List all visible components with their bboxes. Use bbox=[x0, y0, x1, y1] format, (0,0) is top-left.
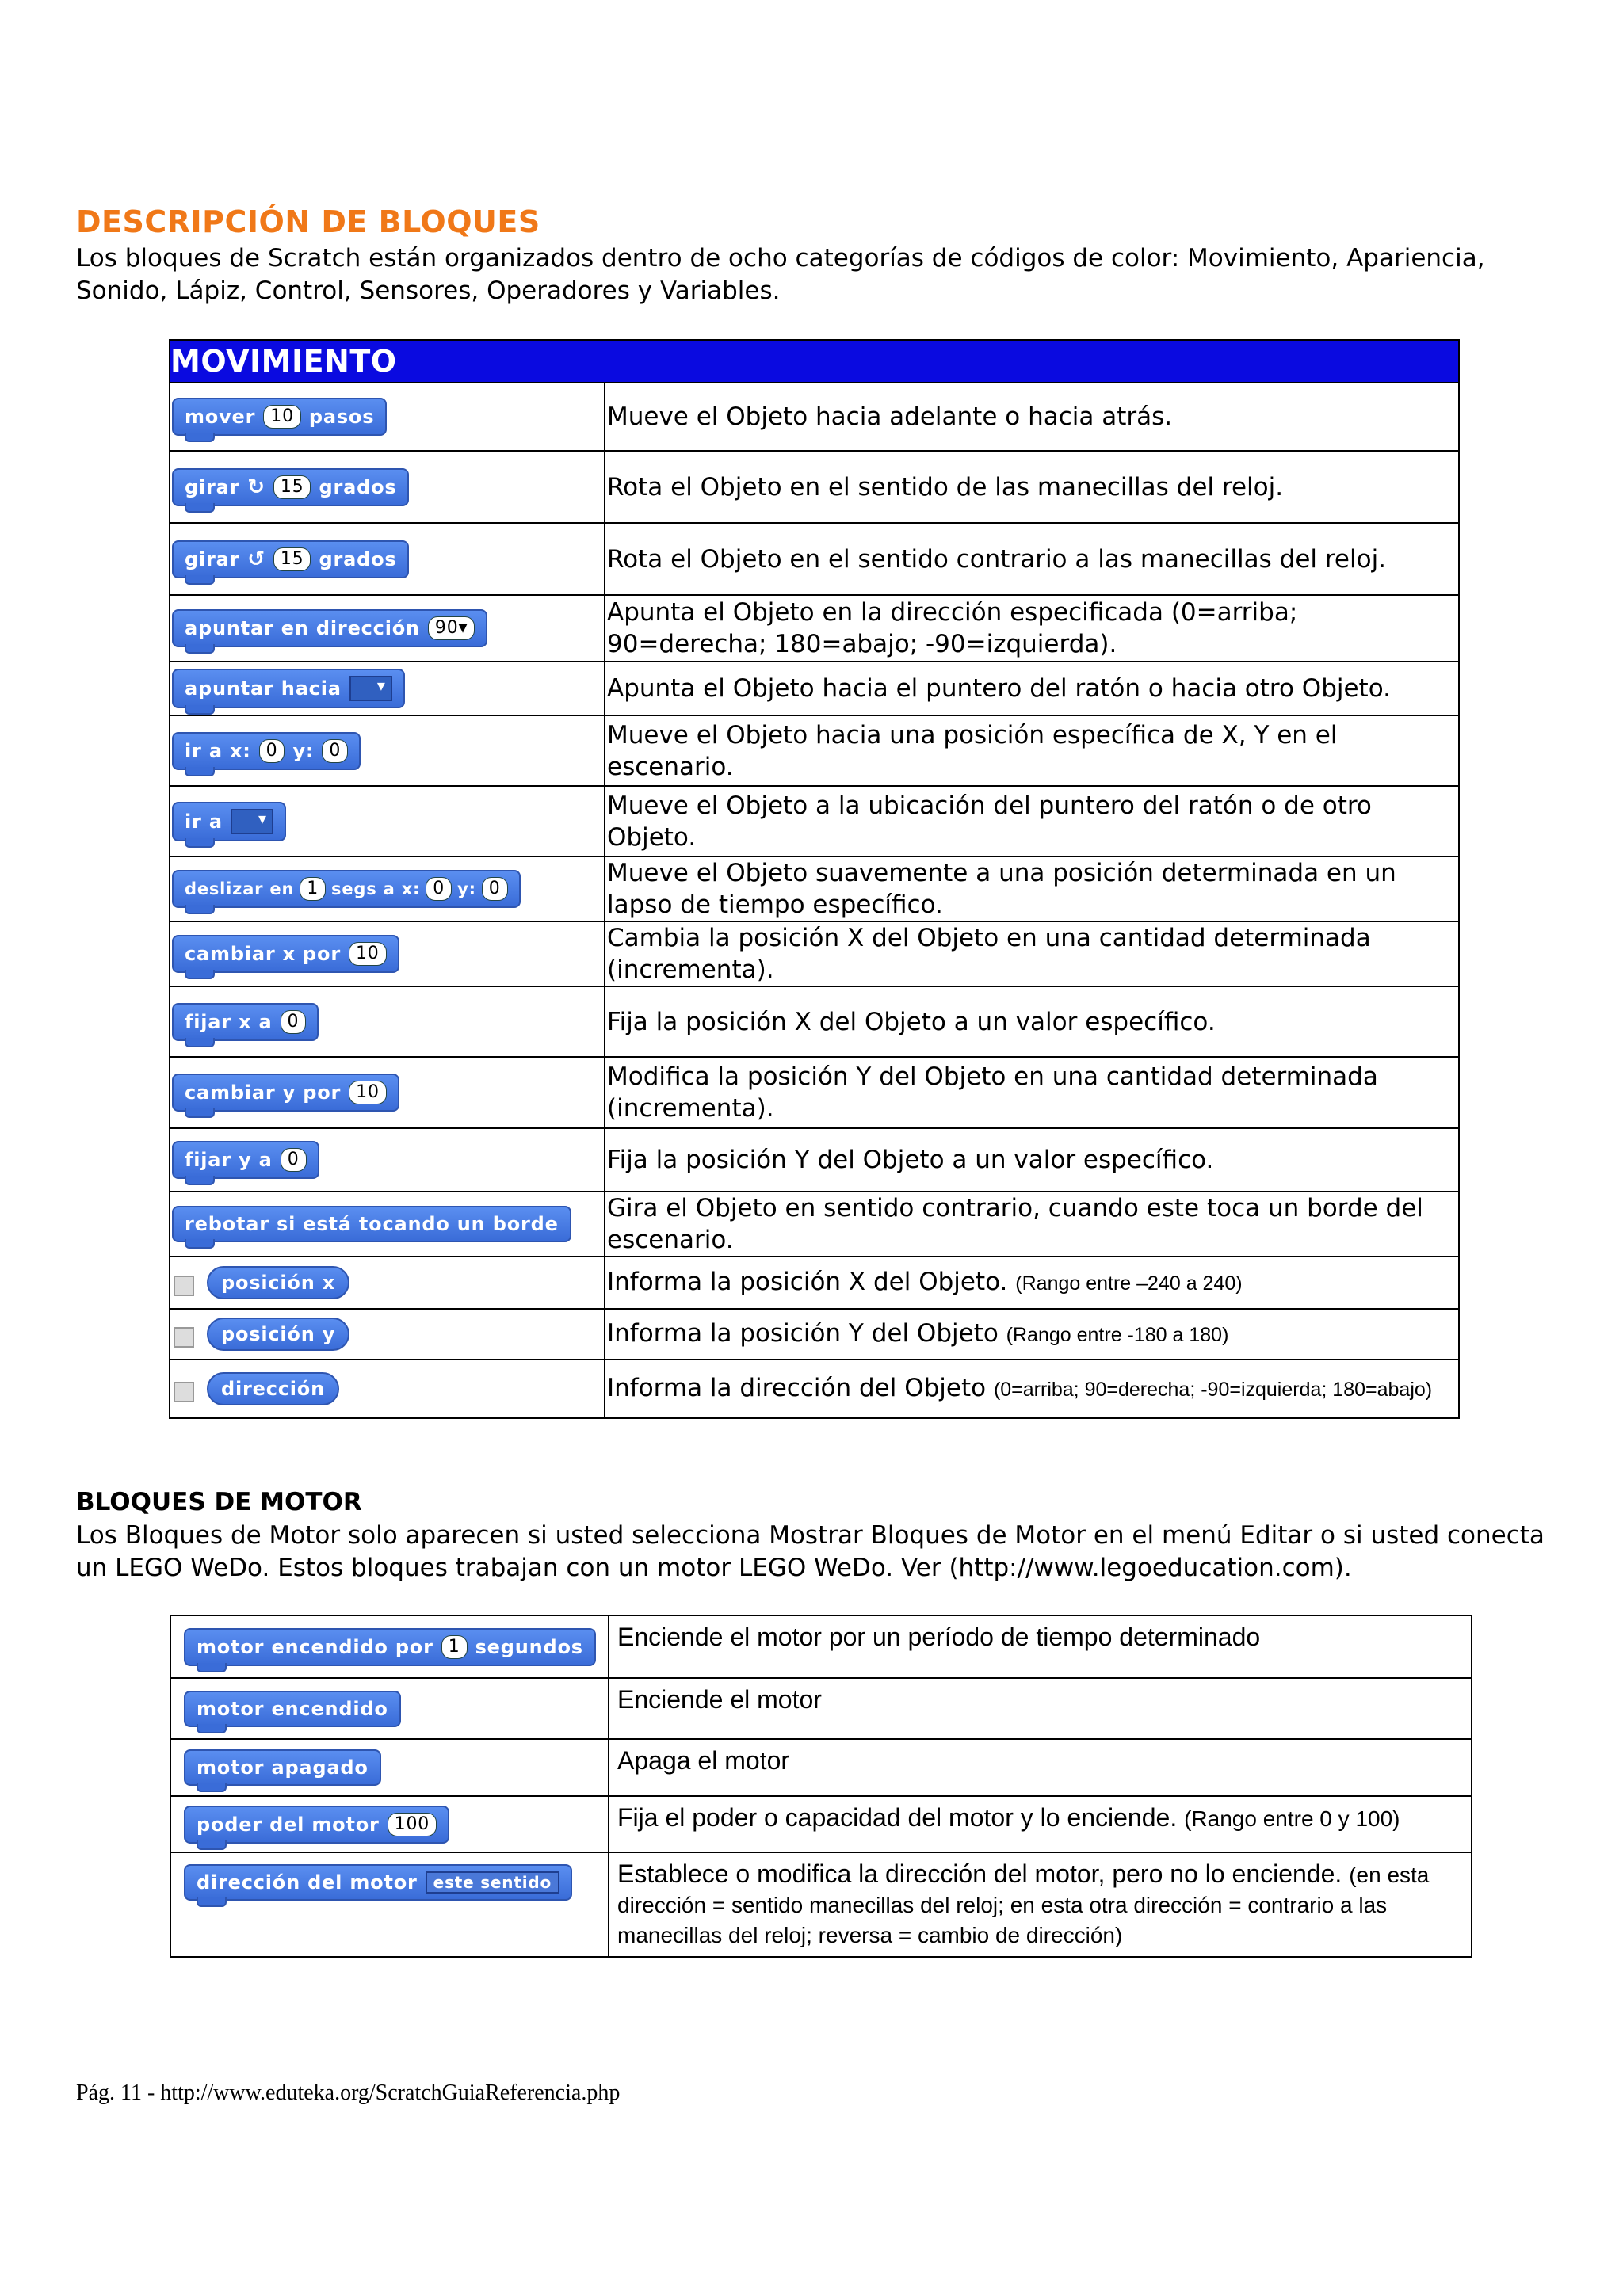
table-row bbox=[170, 1128, 1459, 1192]
movimiento-table bbox=[169, 339, 1460, 1419]
block-description: Informa la posición Y del Objeto (Rango entre -180 a 180) bbox=[605, 1309, 1459, 1360]
dropdown-icon bbox=[231, 809, 273, 834]
table-row bbox=[170, 1192, 1459, 1257]
block-description: Apunta el Objeto hacia el puntero del ratón o hacia otro Objeto. bbox=[605, 662, 1459, 715]
block-description: Fija la posición X del Objeto a un valor específico. bbox=[605, 986, 1459, 1057]
table-row bbox=[170, 1678, 1472, 1739]
motor-subtitle: BLOQUES DE MOTOR bbox=[76, 1488, 362, 1516]
scratch-block-apuntar-hacia: apuntar hacia ▾ bbox=[172, 669, 405, 708]
scratch-block-girar-derecha: girar ↻ 15 grados bbox=[172, 468, 409, 506]
block-description: Informa la posición X del Objeto. (Rango entre –240 a 240) bbox=[605, 1257, 1459, 1309]
scratch-block-ir-a-xy: ir a x: 0 y: 0 bbox=[172, 732, 361, 770]
table-row bbox=[170, 523, 1459, 595]
scratch-block-girar-izquierda: girar ↺ 15 grados bbox=[172, 540, 409, 578]
block-description: Mueve el Objeto a la ubicación del puntero del ratón o de otro Objeto. bbox=[605, 786, 1459, 856]
table-row bbox=[170, 1615, 1472, 1678]
motor-intro-paragraph: Los Bloques de Motor solo aparecen si usted selecciona Mostrar Bloques de Motor en el menú Editar o si usted conecta un LEGO WeDo. Estos bloques trabajan con un motor LEGO WeDo. Ver (http://www.legoeducation.com). bbox=[76, 1521, 1545, 1582]
table-row bbox=[170, 451, 1459, 523]
rotate-counterclockwise-icon: ↺ bbox=[247, 547, 265, 571]
scratch-block-fijar-x: fijar x a 0 bbox=[172, 1003, 319, 1041]
scratch-block-deslizar: deslizar en 1 segs a x: 0 y: 0 bbox=[172, 870, 521, 908]
scratch-reporter-posicion-x: posición x bbox=[207, 1266, 349, 1299]
page-footer: Pág. 11 - http://www.eduteka.org/ScratchGuiaReferencia.php bbox=[76, 2081, 621, 2105]
block-description: Rota el Objeto en el sentido de las manecillas del reloj. bbox=[605, 451, 1459, 523]
table-row bbox=[170, 786, 1459, 856]
scratch-block-rebotar: rebotar si está tocando un borde bbox=[172, 1206, 571, 1242]
block-description: Establece o modifica la dirección del motor, pero no lo enciende. (en esta dirección = sentido manecillas del reloj; en esta otra dirección = contrario a las manecillas del reloj; reversa = cambio de dirección) bbox=[609, 1852, 1472, 1957]
scratch-block-direccion-motor: dirección del motor este sentido bbox=[184, 1864, 572, 1901]
direction-dropdown: este sentido bbox=[426, 1871, 559, 1894]
block-description: Apaga el motor bbox=[609, 1739, 1472, 1796]
checkbox-icon bbox=[174, 1276, 194, 1296]
dropdown-icon bbox=[349, 676, 392, 701]
block-description: Fija el poder o capacidad del motor y lo enciende. (Rango entre 0 y 100) bbox=[609, 1796, 1472, 1852]
scratch-block-poder-motor: poder del motor 100 bbox=[184, 1806, 449, 1844]
table-row bbox=[170, 662, 1459, 715]
motor-table bbox=[170, 1615, 1472, 1958]
block-description: Enciende el motor bbox=[609, 1678, 1472, 1739]
block-description: Modifica la posición Y del Objeto en una cantidad determinada (incrementa). bbox=[605, 1057, 1459, 1128]
scratch-block-ir-a: ir a ▾ bbox=[172, 802, 286, 841]
block-description: Gira el Objeto en sentido contrario, cuando este toca un borde del escenario. bbox=[605, 1192, 1459, 1257]
table-row bbox=[170, 856, 1459, 921]
block-description: Enciende el motor por un período de tiempo determinado bbox=[609, 1615, 1472, 1678]
scratch-block-motor-encendido: motor encendido bbox=[184, 1691, 401, 1727]
scratch-block-motor-apagado: motor apagado bbox=[184, 1749, 381, 1786]
block-description: Cambia la posición X del Objeto en una cantidad determinada (incrementa). bbox=[605, 921, 1459, 986]
table-row bbox=[170, 921, 1459, 986]
scratch-block-fijar-y: fijar y a 0 bbox=[172, 1141, 319, 1179]
intro-paragraph: Los bloques de Scratch están organizados dentro de ocho categorías de códigos de color: Movimiento, Apariencia, Sonido, Lápiz, Control, Sensores, Operadores y Variables. bbox=[76, 244, 1485, 305]
category-title: MOVIMIENTO bbox=[170, 340, 1459, 383]
table-row bbox=[170, 595, 1459, 662]
block-description: Fija la posición Y del Objeto a un valor específico. bbox=[605, 1128, 1459, 1192]
scratch-reporter-direccion: dirección bbox=[207, 1372, 339, 1405]
table-row bbox=[170, 383, 1459, 451]
rotate-clockwise-icon: ↻ bbox=[247, 475, 265, 499]
scratch-block-mover: mover 10 pasos bbox=[172, 398, 387, 436]
table-row bbox=[170, 1057, 1459, 1128]
checkbox-icon bbox=[174, 1327, 194, 1348]
table-row bbox=[170, 1360, 1459, 1418]
table-row bbox=[170, 1739, 1472, 1796]
block-description: Apunta el Objeto en la dirección especificada (0=arriba; 90=derecha; 180=abajo; -90=izquierda). bbox=[605, 595, 1459, 662]
checkbox-icon bbox=[174, 1382, 194, 1402]
block-description: Mueve el Objeto suavemente a una posición determinada en un lapso de tiempo específico. bbox=[605, 856, 1459, 921]
scratch-block-apuntar-direccion: apuntar en dirección 90▾ bbox=[172, 609, 487, 647]
scratch-block-cambiar-x: cambiar x por 10 bbox=[172, 935, 399, 973]
scratch-reporter-posicion-y: posición y bbox=[207, 1318, 349, 1351]
table-row bbox=[170, 1796, 1472, 1852]
scratch-block-cambiar-y: cambiar y por 10 bbox=[172, 1074, 399, 1112]
block-description: Mueve el Objeto hacia adelante o hacia atrás. bbox=[605, 383, 1459, 451]
block-description: Mueve el Objeto hacia una posición específica de X, Y en el escenario. bbox=[605, 715, 1459, 786]
table-row bbox=[170, 715, 1459, 786]
block-description: Informa la dirección del Objeto (0=arriba; 90=derecha; -90=izquierda; 180=abajo) bbox=[605, 1360, 1459, 1418]
table-row bbox=[170, 1852, 1472, 1957]
scratch-block-motor-encendido-por: motor encendido por 1 segundos bbox=[184, 1628, 596, 1666]
block-description: Rota el Objeto en el sentido contrario a las manecillas del reloj. bbox=[605, 523, 1459, 595]
table-row bbox=[170, 1257, 1459, 1309]
table-row bbox=[170, 986, 1459, 1057]
section-heading: DESCRIPCIÓN DE BLOQUES bbox=[76, 204, 540, 239]
table-row bbox=[170, 1309, 1459, 1360]
